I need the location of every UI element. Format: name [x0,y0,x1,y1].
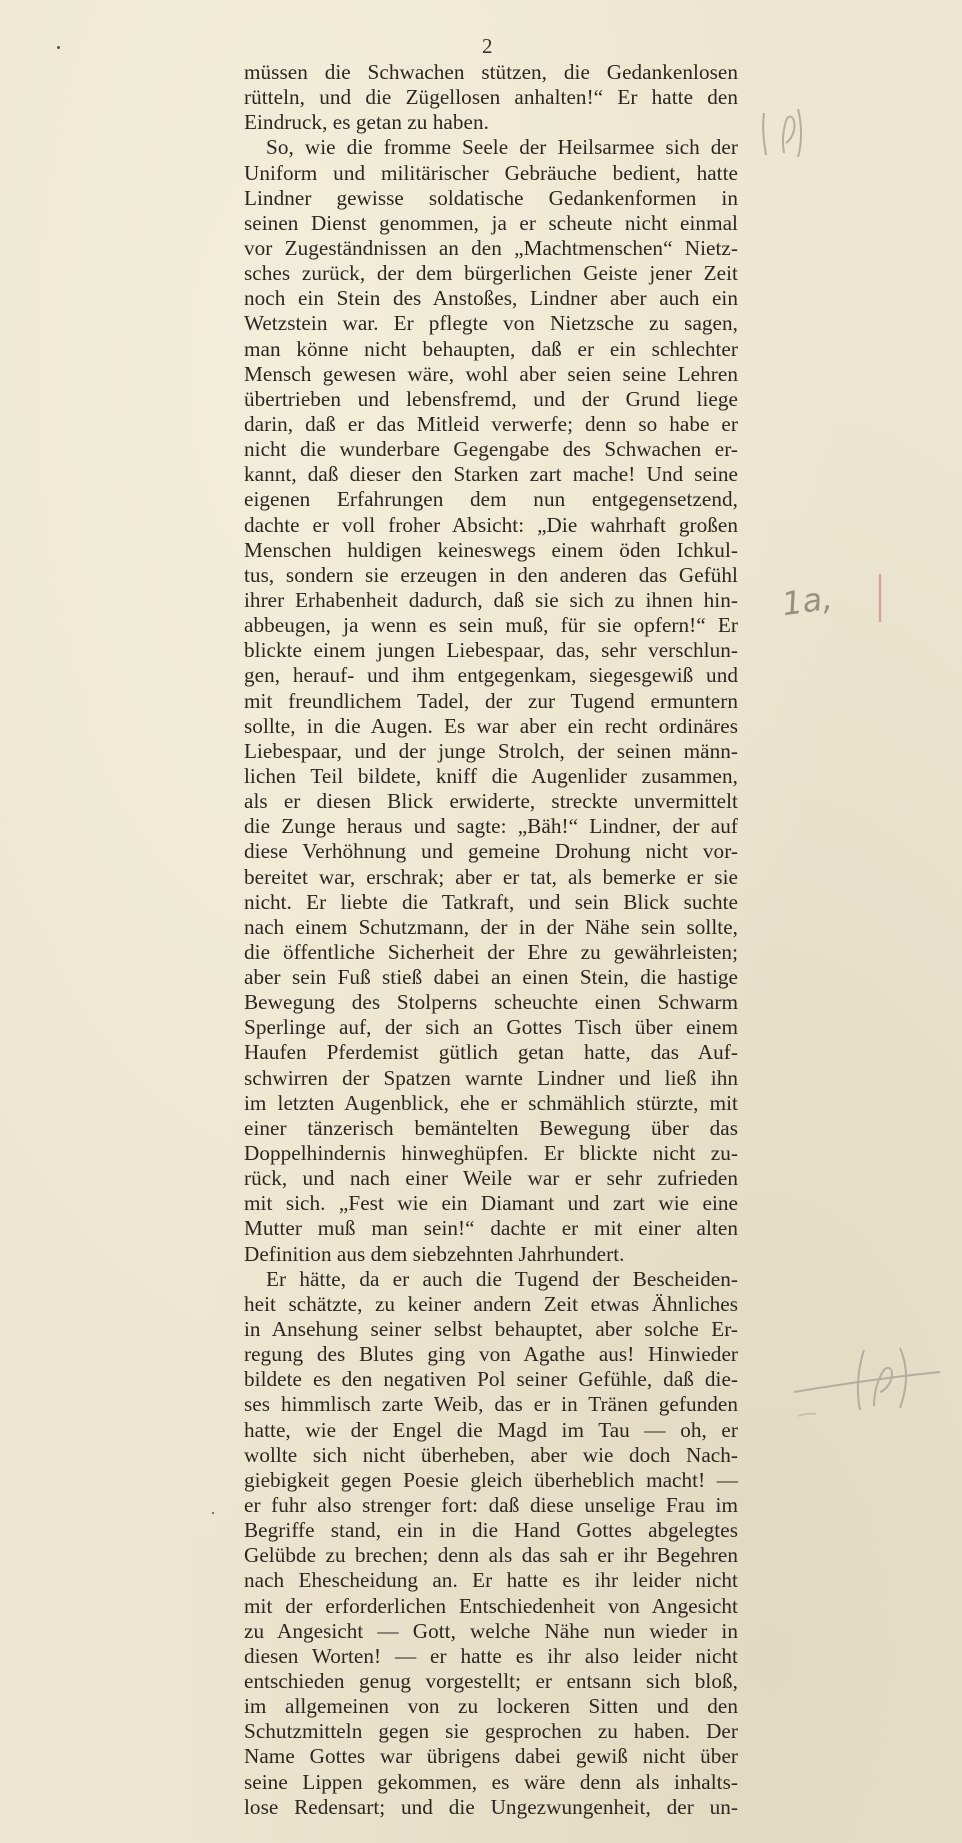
text-line: abbeugen, ja wenn es sein muß, für sie opfern!“ Er [244,613,738,638]
text-line: mit sich. „Fest wie ein Diamant und zart wie eine [244,1191,738,1216]
text-line: diese Verhöhnung und gemeine Drohung nicht vor- [244,839,738,864]
text-line: diesen Worten! — er hatte es ihr also leider nicht [244,1643,738,1668]
text-line: in Ansehung seiner selbst behauptet, aber solche Er- [244,1317,738,1342]
text-line: seine Lippen gekommen, es wäre denn als inhalts- [244,1769,738,1794]
text-line: regung des Blutes ging von Agathe aus! Hinwieder [244,1342,738,1367]
text-line: im letzten Augenblick, ehe er schmählich stürzte, mit [244,1090,738,1115]
text-line: noch ein Stein des Anstoßes, Lindner aber auch ein [244,286,738,311]
text-line: bereitet war, erschrak; aber er tat, als bemerke er sie [244,864,738,889]
text-line: darin, daß er das Mitleid verwerfe; denn so habe er [244,411,738,436]
text-line: einer tänzerisch bemäntelten Bewegung über das [244,1115,738,1140]
text-line: aber sein Fuß stieß dabei an einen Stein, die hastige [244,965,738,990]
text-line: eigenen Erfahrungen dem nun entgegensetzend, [244,487,738,512]
text-line: nach einem Schutzmann, der in der Nähe sein sollte, [244,914,738,939]
text-line: die öffentliche Sicherheit der Ehre zu gewährleisten; [244,939,738,964]
text-line: zu Angesicht — Gott, welche Nähe nun wieder in [244,1618,738,1643]
text-line: giebigkeit gegen Poesie gleich überheblich macht! — [244,1467,738,1492]
text-line: seinen Dienst genommen, ja er scheute nicht einmal [244,210,738,235]
text-line: nach Ehescheidung an. Er hatte es ihr leider nicht [244,1568,738,1593]
text-line: kannt, daß dieser den Starken zart mache! Und seine [244,462,738,487]
body-text [244,60,738,1820]
text-line: bildete es den negativen Pol seiner Gefühle, daß die- [244,1367,738,1392]
text-line: rütteln, und die Zügellosen anhalten!“ Er hatte den [244,85,738,110]
text-line: Liebespaar, und der junge Strolch, der seinen männ- [244,738,738,763]
text-line: Wetzstein war. Er pflegte von Nietzsche zu sagen, [244,311,738,336]
pencil-insertion-mark [790,1320,960,1430]
text-line: Name Gottes war übrigens dabei gewiß nicht über [244,1744,738,1769]
text-line: Definition aus dem siebzehnten Jahrhundert. [244,1241,625,1266]
text-line: ihrer Erhabenheit dadurch, daß sie sich zu ihnen hin- [244,587,738,612]
text-line: ses himmlisch zarte Weib, das er in Tränen gefunden [244,1392,738,1417]
text-line: Mensch gewesen wäre, wohl aber seien seine Lehren [244,361,738,386]
text-line: wollte sich nicht überheben, aber wie doch Nach- [244,1442,738,1467]
text-line: Lindner gewisse soldatische Gedankenformen in [244,185,738,210]
text-line: Doppelhindernis hinweghüpfen. Er blickte nicht zu- [244,1141,738,1166]
paper-speck [57,46,60,49]
text-line: dachte er voll froher Absicht: „Die wahrhaft großen [244,512,738,537]
margin-annotation: 1a, [779,578,835,624]
text-line: Haufen Pferdemist gütlich getan hatte, das Auf- [244,1040,738,1065]
text-line: im allgemeinen von zu lockeren Sitten und den [244,1694,738,1719]
text-line: schwirren der Spatzen warnte Lindner und ließ ihn [244,1065,738,1090]
text-line: mit der erforderlichen Entschiedenheit von Angesicht [244,1593,738,1618]
text-line: müssen die Schwachen stützen, die Gedankenlosen [244,60,738,84]
text-line: rück, und nach einer Weile war er sehr zufrieden [244,1166,738,1191]
text-line: man könne nicht behaupten, daß er ein schlechter [244,336,738,361]
text-line: als er diesen Blick erwiderte, streckte unvermittelt [244,789,738,814]
text-line: lose Redensart; und die Ungezwungenheit, der un- [244,1794,738,1819]
text-line: hatte, wie der Engel die Magd im Tau — oh, er [244,1417,738,1442]
red-pencil-stroke [870,570,890,630]
text-line: entschieden genug vorgestellt; er entsann sich bloß, [244,1669,738,1693]
text-line: So, wie die fromme Seele der Heilsarmee sich der [266,135,738,160]
text-line: lichen Teil bildete, kniff die Augenlider zusammen, [244,763,738,788]
text-line: übertrieben und lebensfremd, und der Grund liege [244,386,738,411]
text-line: Er hätte, da er auch die Tugend der Bescheiden- [266,1266,738,1291]
text-line: tus, sondern sie erzeugen in den anderen das Gefühl [244,562,738,587]
text-line: mit freundlichem Tadel, der zur Tugend ermuntern [244,688,738,713]
text-line: nicht die wunderbare Gegengabe des Schwachen er- [244,437,738,462]
text-line: heit schätzte, zu keiner andern Zeit etwas Ähnliches [244,1291,738,1316]
text-line: die Zunge heraus und sagte: „Bäh!“ Lindner, der auf [244,814,738,839]
text-line: sches zurück, der dem bürgerlichen Geiste jener Zeit [244,261,738,286]
text-line: gen, herauf- und ihm entgegenkam, siegesgewiß und [244,663,738,688]
text-line: Sperlinge auf, der sich an Gottes Tisch über einem [244,1015,738,1040]
text-line: Eindruck, es getan zu haben. [244,110,489,135]
text-line: nicht. Er liebte die Tatkraft, und sein Blick suchte [244,889,738,914]
pencil-bracket-mark [748,95,828,175]
text-line: Schutzmitteln gegen sie gesprochen zu haben. Der [244,1719,738,1744]
text-line: Begriffe stand, ein in die Hand Gottes abgelegtes [244,1518,738,1543]
text-line: Bewegung des Stolperns scheuchte einen Schwarm [244,990,738,1015]
text-line: Mutter muß man sein!“ dachte er mit einer alten [244,1216,738,1241]
text-line: blickte einem jungen Liebespaar, das, sehr verschlun- [244,638,738,663]
text-line: Uniform und militärischer Gebräuche bedient, hatte [244,160,738,185]
text-line: er fuhr also strenger fort: daß diese unselige Frau im [244,1493,738,1518]
text-line: Gelübde zu brechen; denn als das sah er ihr Begehren [244,1543,738,1568]
text-line: Menschen huldigen keineswegs einem öden Ichkul- [244,537,738,562]
text-line: sollte, in die Augen. Es war aber ein recht ordinäres [244,713,738,738]
page-number: 2 [482,34,493,58]
text-line: vor Zugeständnissen an den „Machtmenschen“ Nietz- [244,235,738,260]
paper-speck [212,1512,214,1514]
